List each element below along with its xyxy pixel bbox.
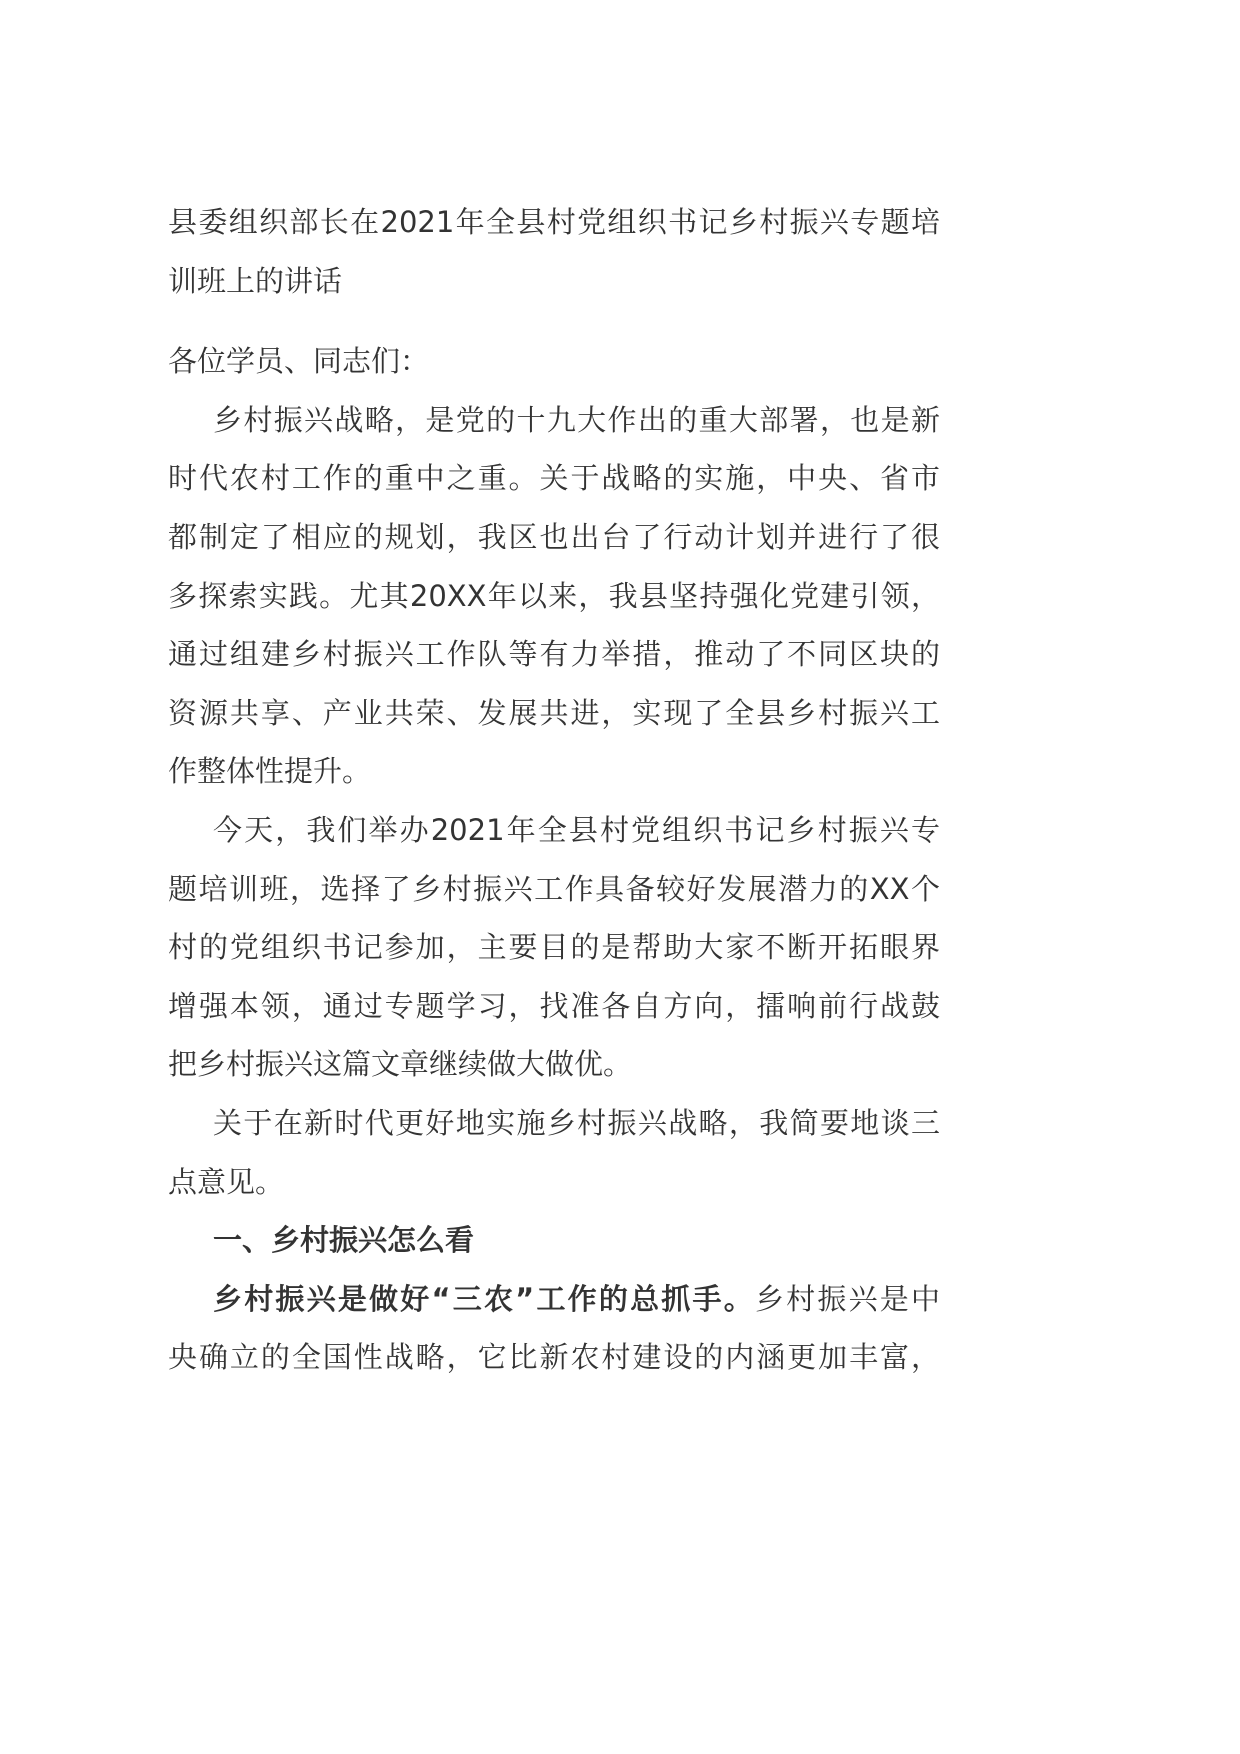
text-line: 时代农村工作的重中之重。关于战略的实施，中央、省市 xyxy=(168,461,940,496)
text-line: 把乡村振兴这篇文章继续做大做优。 xyxy=(168,1047,633,1082)
text-line: 关于在新时代更好地实施乡村振兴战略，我简要地谈三 xyxy=(213,1105,940,1140)
text-line: 都制定了相应的规划，我区也出台了行动计划并进行了很 xyxy=(168,519,940,554)
greeting: 各位学员、同志们： xyxy=(168,344,430,379)
bold-lead: 乡村振兴是做好“三农”工作的总抓手。 xyxy=(213,1281,755,1316)
text-line: 资源共享、产业共荣、发展共进，实现了全县乡村振兴工 xyxy=(168,695,940,730)
text-line: 点意见。 xyxy=(168,1164,285,1199)
paragraph xyxy=(168,1094,940,1211)
document-title xyxy=(168,193,940,310)
text-line: 多探索实践。尤其20XX年以来，我县坚持强化党建引领， xyxy=(168,578,940,613)
text-line: 作整体性提升。 xyxy=(168,754,372,789)
text-line: 题培训班，选择了乡村振兴工作具备较好发展潜力的XX个 xyxy=(168,871,940,906)
text-line xyxy=(168,1270,940,1329)
paragraph xyxy=(168,391,940,801)
document-page xyxy=(168,193,940,1387)
paragraph xyxy=(168,1270,940,1387)
text-line: 通过组建乡村振兴工作队等有力举措，推动了不同区块的 xyxy=(168,637,940,672)
text-line: 乡村振兴战略，是党的十九大作出的重大部署，也是新 xyxy=(213,402,940,437)
text-line: 增强本领，通过专题学习，找准各自方向，擂响前行战鼓 xyxy=(168,988,940,1023)
text-line: 今天，我们举办2021年全县村党组织书记乡村振兴专 xyxy=(213,812,940,847)
title-line: 训班上的讲话 xyxy=(168,263,343,298)
text-line: 央确立的全国性战略，它比新农村建设的内涵更加丰富， xyxy=(168,1340,940,1375)
title-line: 县委组织部长在2021年全县村党组织书记乡村振兴专题培 xyxy=(168,205,940,239)
paragraph xyxy=(168,801,940,1094)
text-span: 乡村振兴是中 xyxy=(754,1281,940,1316)
section-heading: 一、乡村振兴怎么看 xyxy=(213,1223,475,1258)
text-line: 村的党组织书记参加，主要目的是帮助大家不断开拓眼界 xyxy=(168,930,940,965)
